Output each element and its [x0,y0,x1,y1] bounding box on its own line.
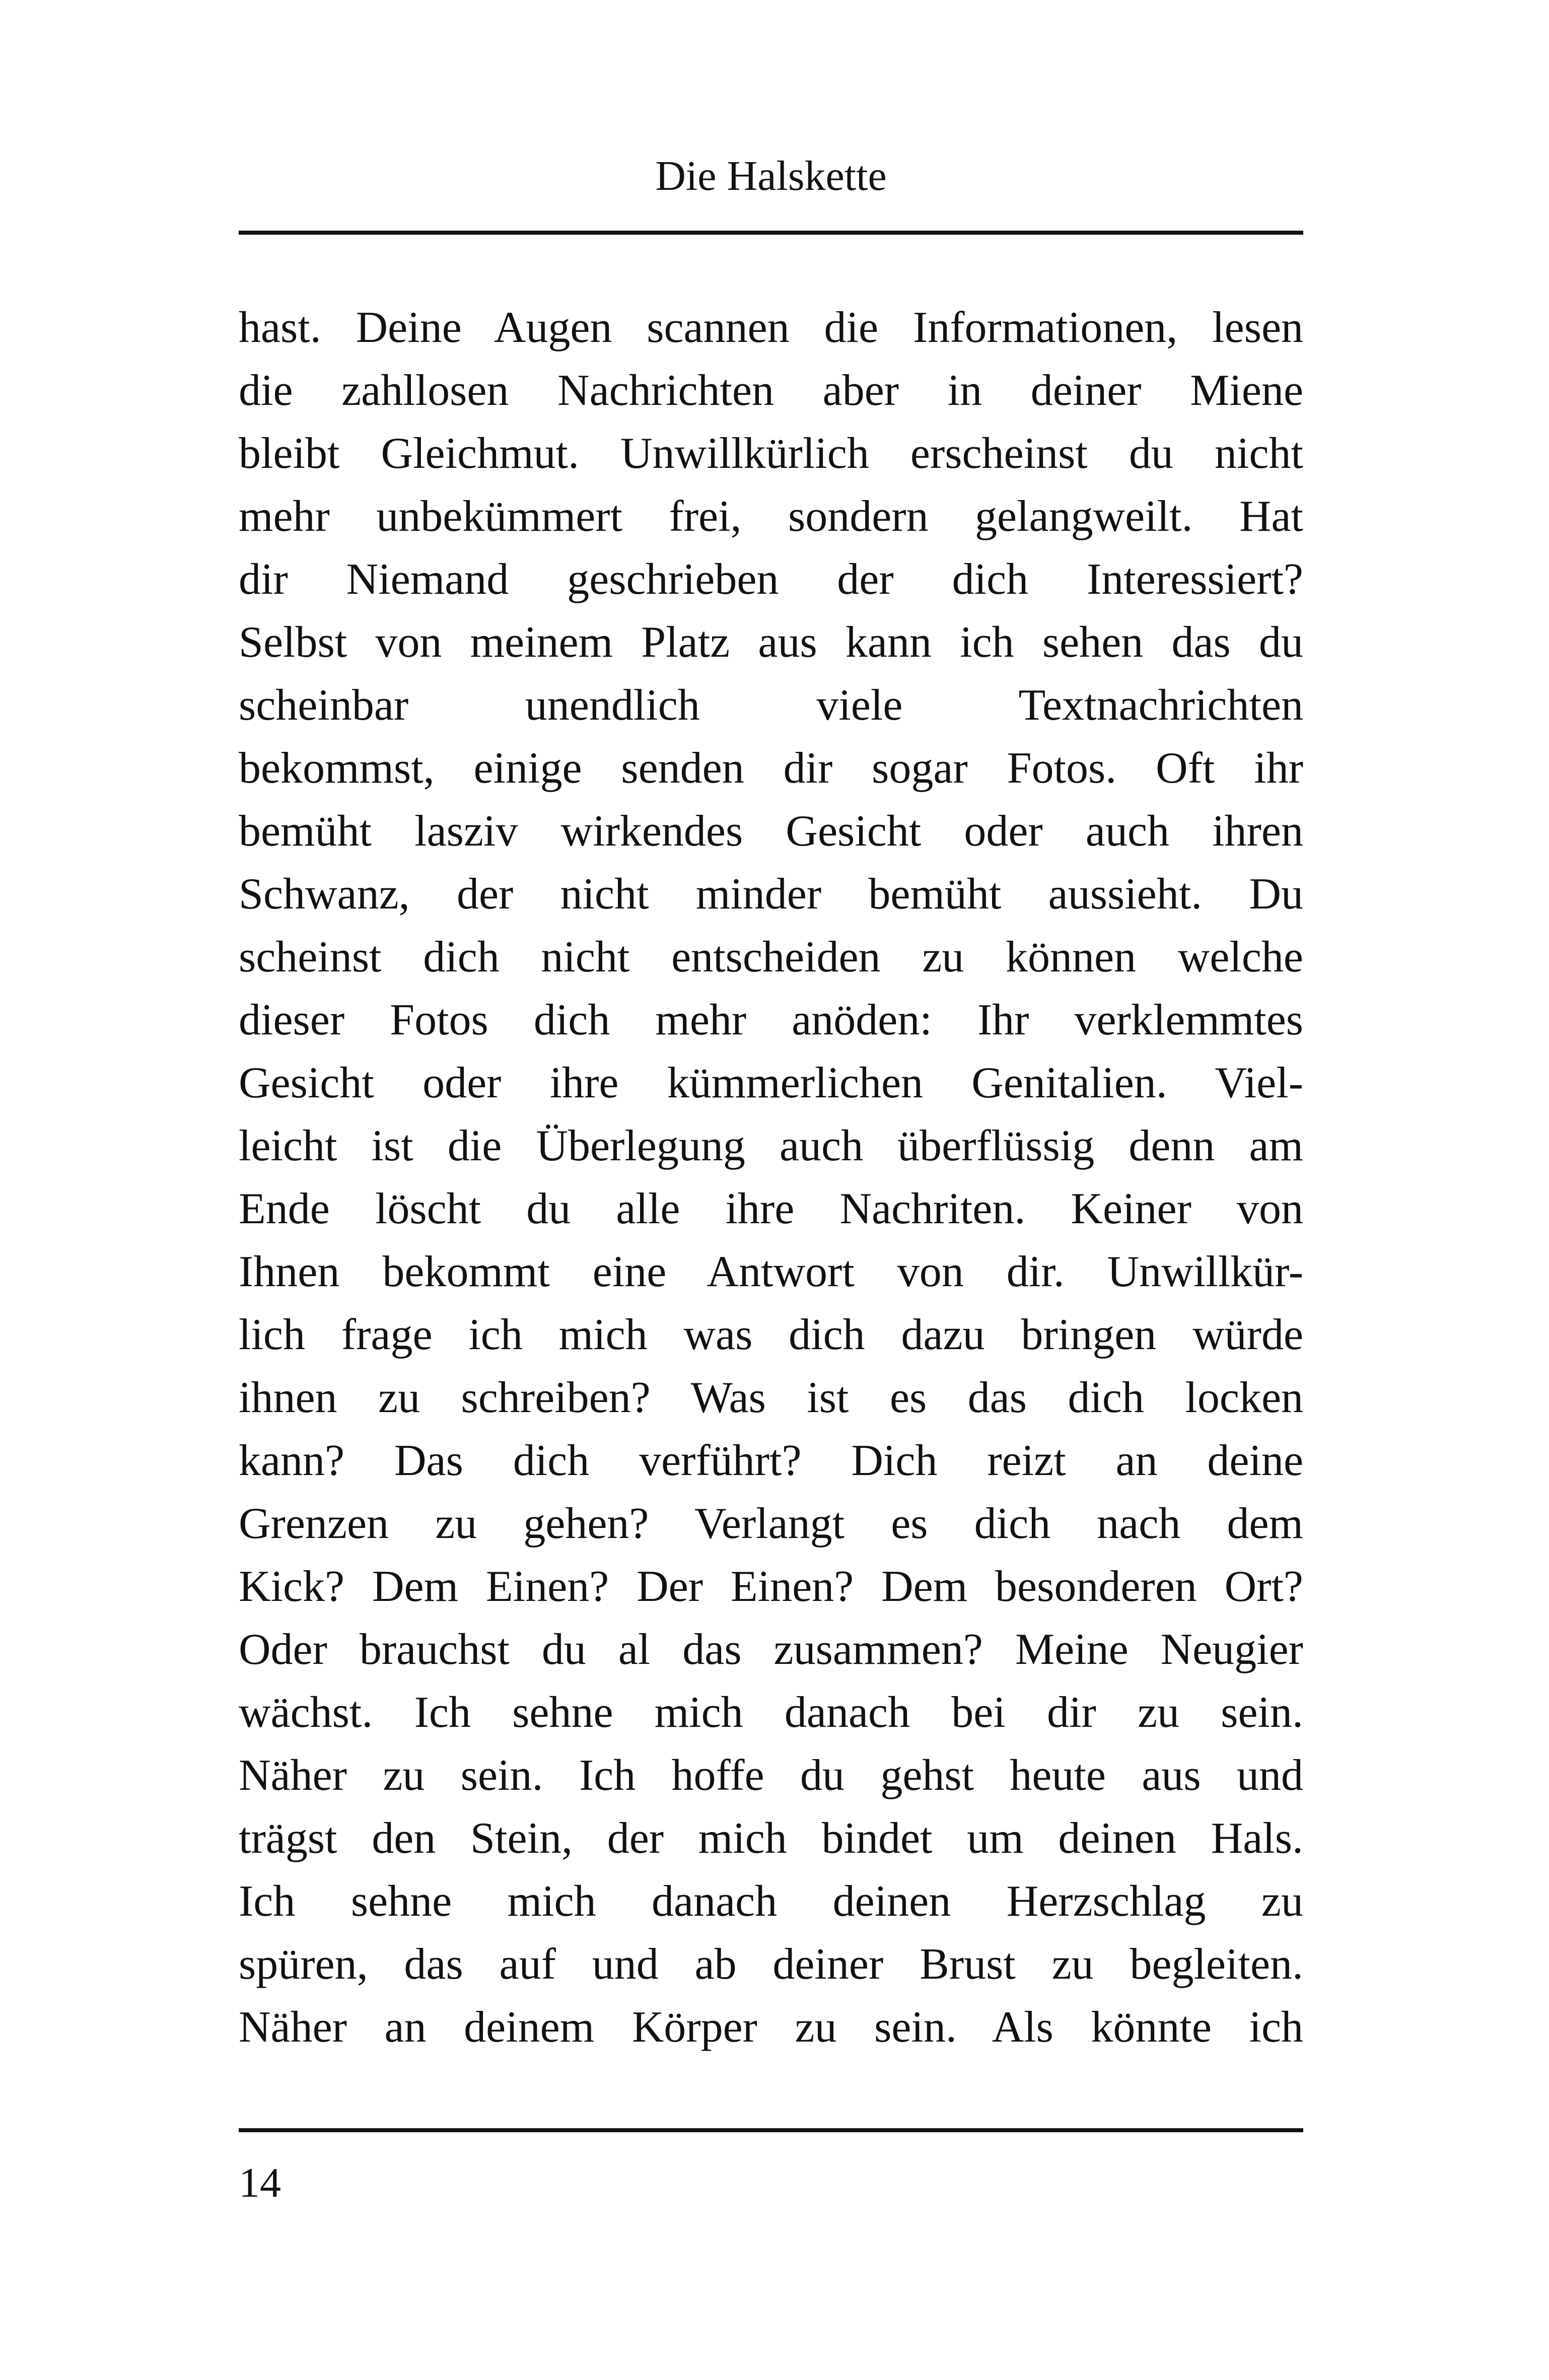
text-line: scheinst dich nicht entscheiden zu können welche [239,933,1303,982]
page-number: 14 [239,2159,281,2206]
text-line: scheinbar unendlich viele Textnachrichten [239,681,1303,730]
text-line: Gesicht oder ihre kümmerlichen Genitalien. Viel- [239,1059,1303,1107]
text-line: leicht ist die Überlegung auch überflüssig denn am [239,1122,1303,1170]
text-line: Selbst von meinem Platz aus kann ich sehen das du [239,618,1303,667]
body-text [239,296,1303,2059]
text-line: spüren, das auf und ab deiner Brust zu begleiten. [239,1940,1303,1989]
text-line: lich frage ich mich was dich dazu bringen würde [239,1310,1303,1359]
text-line: Kick? Dem Einen? Der Einen? Dem besonderen Ort? [239,1562,1303,1611]
text-line: Oder brauchst du al das zusammen? Meine Neugier [239,1625,1303,1674]
running-title: Die Halskette [655,153,887,199]
text-line: ihnen zu schreiben? Was ist es das dich locken [239,1373,1303,1422]
text-line: dir Niemand geschrieben der dich Interessiert? [239,555,1303,604]
text-line: trägst den Stein, der mich bindet um deinen Hals. [239,1814,1303,1863]
text-line: Schwanz, der nicht minder bemüht aussieht. Du [239,870,1303,919]
text-line: Ihnen bekommt eine Antwort von dir. Unwillkür- [239,1247,1303,1296]
footer-rule [239,2128,1303,2132]
text-line: Näher zu sein. Ich hoffe du gehst heute aus und [239,1751,1303,1800]
header-rule [239,231,1303,235]
text-line: mehr unbekümmert frei, sondern gelangweilt. Hat [239,492,1303,541]
text-line: hast. Deine Augen scannen die Informationen, lesen [239,303,1303,352]
text-line: Ende löscht du alle ihre Nachriten. Keiner von [239,1184,1303,1233]
text-line: Grenzen zu gehen? Verlangt es dich nach dem [239,1499,1303,1548]
text-line: kann? Das dich verführt? Dich reizt an deine [239,1436,1303,1485]
text-line: Ich sehne mich danach deinen Herzschlag zu [239,1877,1303,1926]
text-line: wächst. Ich sehne mich danach bei dir zu sein. [239,1688,1303,1737]
text-line: bemüht lasziv wirkendes Gesicht oder auch ihren [239,807,1303,856]
text-line: Näher an deinem Körper zu sein. Als könnte ich [239,2003,1303,2052]
text-line: dieser Fotos dich mehr anöden: Ihr verklemmtes [239,996,1303,1044]
text-line: die zahllosen Nachrichten aber in deiner Miene [239,366,1303,415]
text-line: bekommst, einige senden dir sogar Fotos. Oft ihr [239,744,1303,793]
text-line: bleibt Gleichmut. Unwillkürlich erscheinst du nicht [239,429,1303,478]
